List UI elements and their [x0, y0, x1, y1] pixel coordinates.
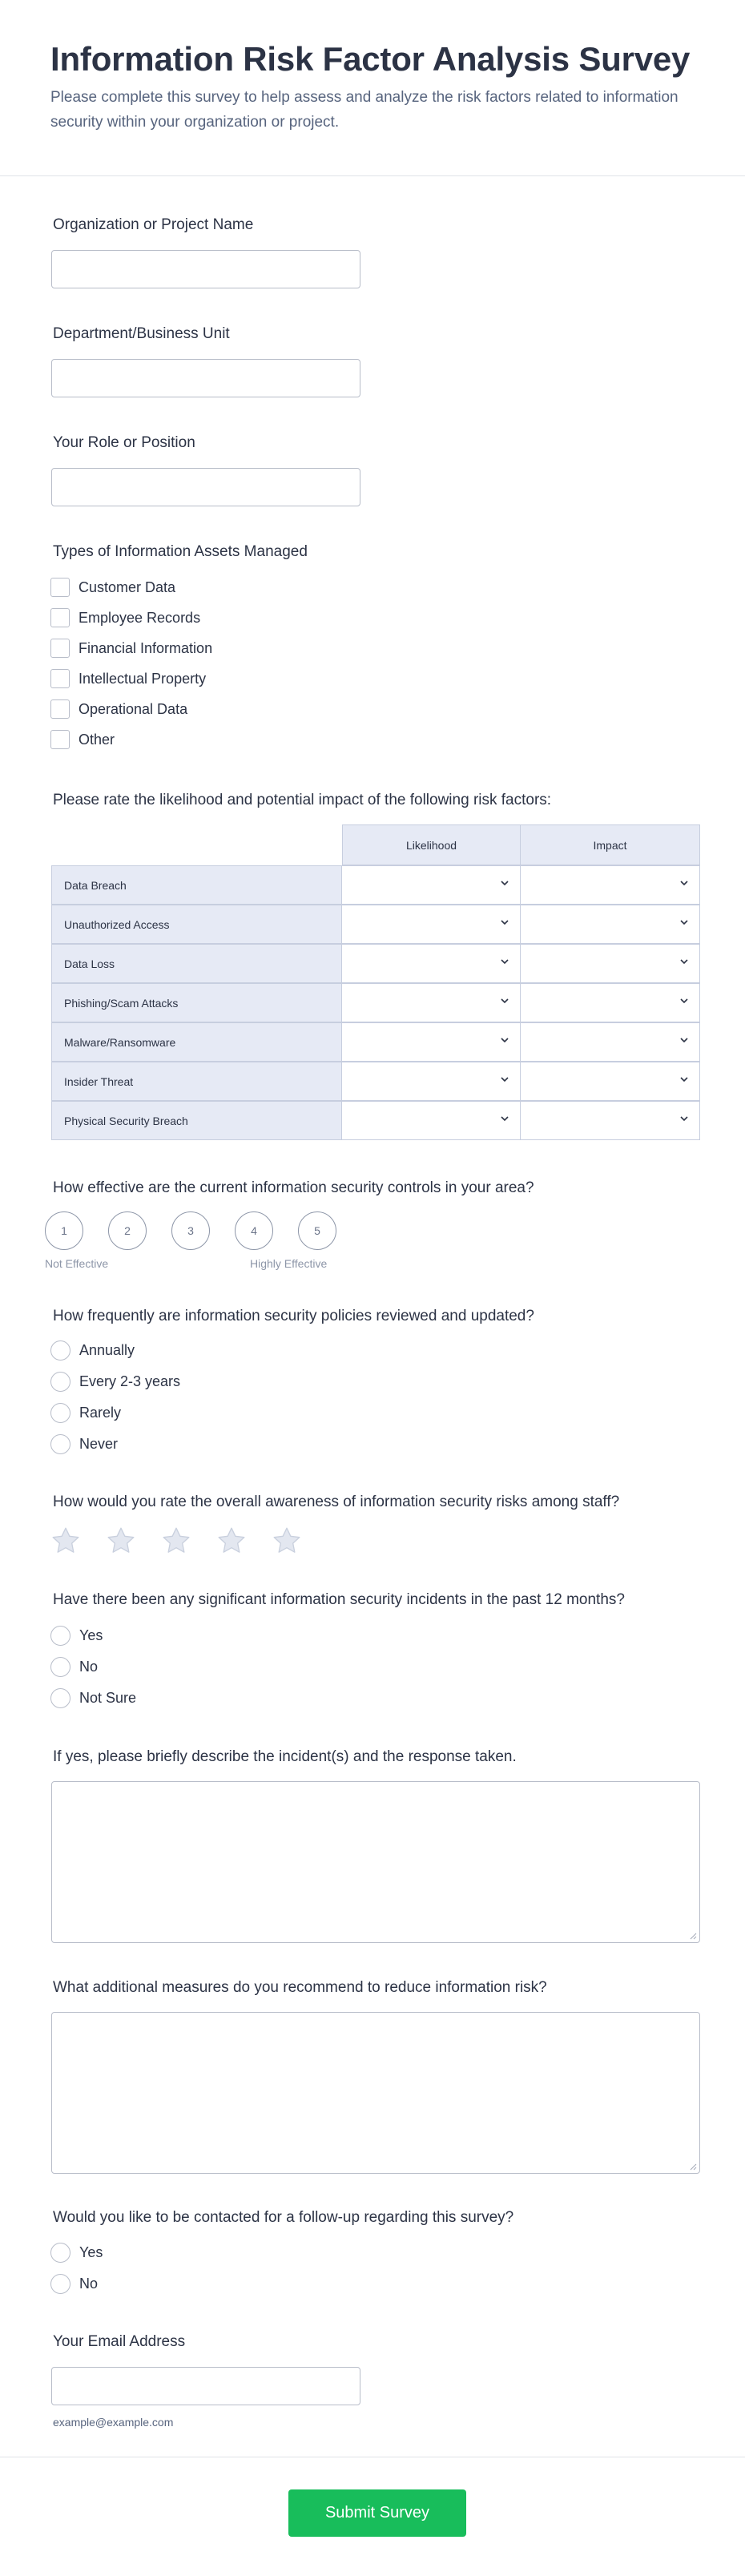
- resize-handle-icon[interactable]: [689, 1932, 697, 1940]
- likelihood-select[interactable]: [341, 944, 521, 983]
- chevron-down-icon: [679, 917, 690, 928]
- radio[interactable]: [50, 1434, 70, 1454]
- column-header-impact: Impact: [520, 824, 700, 865]
- incident-description-label: If yes, please briefly describe the incident(s) and the response taken.: [53, 1748, 517, 1765]
- incidents-option-yes[interactable]: Yes: [50, 1625, 103, 1646]
- page-title: Information Risk Factor Analysis Survey: [50, 40, 691, 78]
- asset-option-customer-data[interactable]: Customer Data: [50, 577, 175, 598]
- followup-label: Would you like to be contacted for a follow-up regarding this survey?: [53, 2209, 514, 2226]
- page-subtitle: Please complete this survey to help assess and analyze the risk factors related to information security within your organization or project.: [50, 89, 679, 131]
- review-option-rarely[interactable]: Rarely: [50, 1402, 121, 1423]
- matrix-row: [51, 983, 700, 1022]
- radio[interactable]: [50, 1657, 70, 1677]
- star-icon[interactable]: [270, 1525, 304, 1557]
- risk-matrix: [51, 824, 700, 1143]
- matrix-row-label: Unauthorized Access: [51, 905, 342, 944]
- matrix-row: [51, 1101, 700, 1140]
- role-input[interactable]: [51, 468, 360, 506]
- scale-option-3[interactable]: 3: [171, 1211, 210, 1250]
- chevron-down-icon: [679, 956, 690, 967]
- checkbox[interactable]: [50, 730, 70, 749]
- asset-types-label: Types of Information Assets Managed: [53, 543, 308, 560]
- matrix-row-label: Malware/Ransomware: [51, 1022, 342, 1062]
- awareness-rating-label: How would you rate the overall awareness of information security risks among staff?: [53, 1494, 620, 1510]
- checkbox[interactable]: [50, 578, 70, 597]
- email-sublabel: example@example.com: [53, 2416, 174, 2429]
- chevron-down-icon: [499, 1034, 510, 1046]
- measures-textarea[interactable]: [51, 2012, 700, 2174]
- star-icon[interactable]: [159, 1525, 193, 1557]
- email-label: Your Email Address: [53, 2333, 186, 2350]
- radio[interactable]: [50, 2243, 70, 2263]
- chevron-down-icon: [679, 1074, 690, 1085]
- department-label: Department/Business Unit: [53, 325, 230, 342]
- review-option-annually[interactable]: Annually: [50, 1340, 135, 1361]
- review-option-never[interactable]: Never: [50, 1433, 118, 1454]
- likelihood-select[interactable]: [341, 1101, 521, 1140]
- asset-option-other[interactable]: Other: [50, 729, 115, 750]
- matrix-row: [51, 944, 700, 983]
- likelihood-select[interactable]: [341, 905, 521, 944]
- scale-min-caption: Not Effective: [45, 1257, 109, 1270]
- star-icon[interactable]: [215, 1525, 248, 1557]
- scale-max-caption: Highly Effective: [250, 1257, 328, 1270]
- org-name-input[interactable]: [51, 250, 360, 288]
- scale-option-2[interactable]: 2: [108, 1211, 147, 1250]
- scale-option-1[interactable]: 1: [45, 1211, 83, 1250]
- checkbox[interactable]: [50, 608, 70, 627]
- matrix-row: [51, 1022, 700, 1062]
- impact-select[interactable]: [520, 944, 700, 983]
- incidents-option-no[interactable]: No: [50, 1656, 98, 1677]
- submit-button[interactable]: Submit Survey: [288, 2489, 466, 2537]
- matrix-row: [51, 865, 700, 905]
- followup-option-yes[interactable]: Yes: [50, 2242, 103, 2263]
- chevron-down-icon: [499, 917, 510, 928]
- radio[interactable]: [50, 1403, 70, 1423]
- asset-option-intellectual-property[interactable]: Intellectual Property: [50, 668, 206, 689]
- impact-select[interactable]: [520, 865, 700, 905]
- chevron-down-icon: [499, 1074, 510, 1085]
- matrix-row-label: Insider Threat: [51, 1062, 342, 1101]
- chevron-down-icon: [679, 877, 690, 889]
- matrix-row-label: Data Loss: [51, 944, 342, 983]
- chevron-down-icon: [679, 1034, 690, 1046]
- chevron-down-icon: [679, 1113, 690, 1124]
- incidents-label: Have there been any significant information security incidents in the past 12 months?: [53, 1591, 625, 1608]
- followup-option-no[interactable]: No: [50, 2273, 98, 2294]
- measures-label: What additional measures do you recommend to reduce information risk?: [53, 1979, 547, 1996]
- radio[interactable]: [50, 1372, 70, 1392]
- asset-option-financial-information[interactable]: Financial Information: [50, 638, 212, 659]
- matrix-row: [51, 905, 700, 944]
- impact-select[interactable]: [520, 905, 700, 944]
- chevron-down-icon: [499, 956, 510, 967]
- incident-description-textarea[interactable]: [51, 1781, 700, 1943]
- review-option-every-2-3-years[interactable]: Every 2-3 years: [50, 1371, 180, 1392]
- impact-select[interactable]: [520, 1022, 700, 1062]
- chevron-down-icon: [499, 1113, 510, 1124]
- asset-option-employee-records[interactable]: Employee Records: [50, 607, 200, 628]
- chevron-down-icon: [679, 995, 690, 1006]
- email-input[interactable]: [51, 2367, 360, 2405]
- column-header-likelihood: Likelihood: [342, 824, 521, 865]
- incidents-option-not-sure[interactable]: Not Sure: [50, 1687, 136, 1708]
- impact-select[interactable]: [520, 1101, 700, 1140]
- resize-handle-icon[interactable]: [689, 2163, 697, 2171]
- radio[interactable]: [50, 1688, 70, 1708]
- matrix-row-label: Physical Security Breach: [51, 1101, 342, 1140]
- checkbox[interactable]: [50, 639, 70, 658]
- likelihood-select[interactable]: [341, 865, 521, 905]
- radio[interactable]: [50, 1626, 70, 1646]
- radio[interactable]: [50, 2274, 70, 2294]
- review-frequency-label: How frequently are information security policies reviewed and updated?: [53, 1308, 534, 1324]
- star-icon[interactable]: [49, 1525, 83, 1557]
- risk-matrix-label: Please rate the likelihood and potential impact of the following risk factors:: [53, 792, 552, 808]
- matrix-row: [51, 1062, 700, 1101]
- form-header: [0, 0, 745, 176]
- star-icon[interactable]: [104, 1525, 138, 1557]
- impact-select[interactable]: [520, 983, 700, 1022]
- controls-effectiveness-label: How effective are the current information security controls in your area?: [53, 1179, 534, 1196]
- department-input[interactable]: [51, 359, 360, 397]
- scale-option-4[interactable]: 4: [235, 1211, 273, 1250]
- chevron-down-icon: [499, 995, 510, 1006]
- checkbox[interactable]: [50, 699, 70, 719]
- likelihood-select[interactable]: [341, 1022, 521, 1062]
- checkbox[interactable]: [50, 669, 70, 688]
- matrix-row-label: Data Breach: [51, 865, 342, 905]
- scale-option-5[interactable]: 5: [298, 1211, 336, 1250]
- org-name-label: Organization or Project Name: [53, 216, 254, 233]
- asset-option-operational-data[interactable]: Operational Data: [50, 699, 187, 720]
- radio[interactable]: [50, 1340, 70, 1361]
- likelihood-select[interactable]: [341, 983, 521, 1022]
- likelihood-select[interactable]: [341, 1062, 521, 1101]
- impact-select[interactable]: [520, 1062, 700, 1101]
- matrix-row-label: Phishing/Scam Attacks: [51, 983, 342, 1022]
- chevron-down-icon: [499, 877, 510, 889]
- role-label: Your Role or Position: [53, 434, 195, 451]
